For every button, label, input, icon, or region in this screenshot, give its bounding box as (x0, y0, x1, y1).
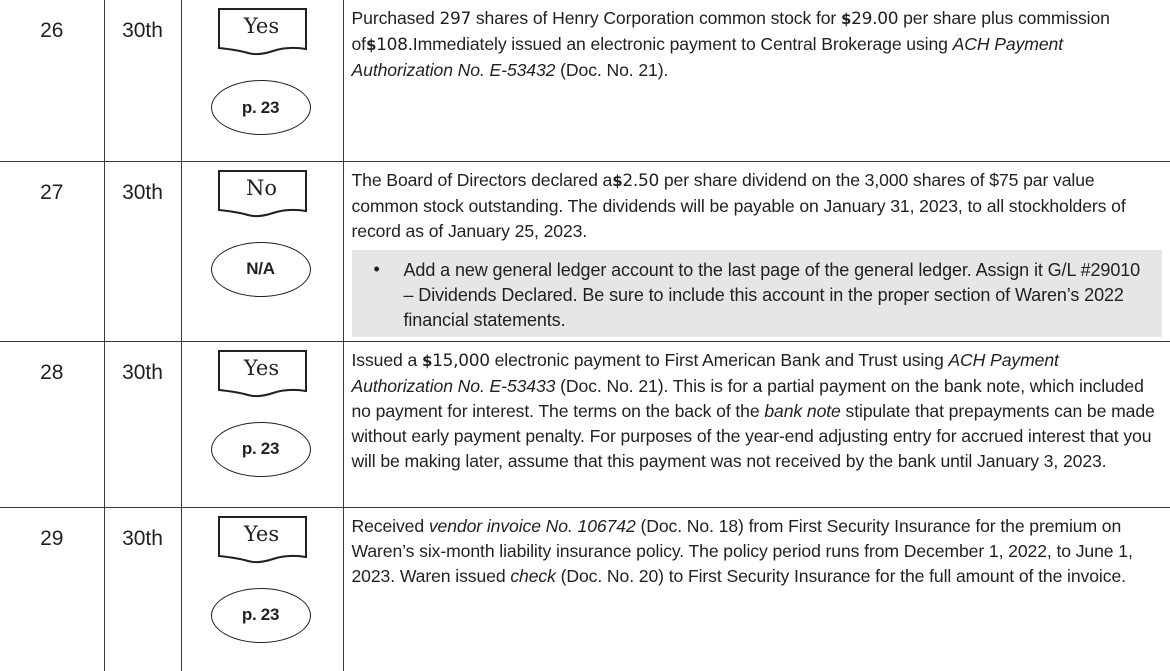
bullet-icon: • (374, 257, 380, 282)
document-shape (218, 516, 308, 566)
description-text: Immediately issued an electronic payment to Central Brokerage using (413, 34, 953, 54)
source-document-flag: Yes (218, 522, 306, 546)
transaction-number: 28 (0, 342, 104, 385)
instruction-note (352, 250, 1163, 337)
amount-value: 15,000 (432, 351, 490, 371)
italic-term: vendor invoice No. 106742 (429, 516, 636, 536)
transaction-day: 30th (105, 0, 181, 43)
transaction-number: 26 (0, 0, 104, 43)
transaction-description-cell (343, 0, 1170, 161)
transaction-number-cell (0, 507, 104, 671)
transaction-day: 30th (105, 508, 181, 551)
page-reference-oval (211, 422, 311, 477)
description-text: electronic payment to First American Bank and Trust using (490, 350, 949, 370)
transaction-description (344, 508, 1170, 593)
source-document-cell (181, 507, 343, 671)
page-reference: p. 23 (242, 98, 279, 118)
document-shape (218, 350, 308, 400)
italic-term: bank note (764, 401, 840, 421)
source-document-cell (181, 341, 343, 507)
transaction-day-cell (104, 341, 181, 507)
description-text: Purchased (352, 8, 440, 28)
transaction-number-cell (0, 0, 104, 161)
amount-value: 2.50 (622, 171, 659, 191)
currency-symbol (422, 351, 432, 371)
page-reference-oval (211, 242, 311, 297)
description-text: shares of Henry Corporation common stock for (471, 8, 841, 28)
transaction-description-cell (343, 507, 1170, 671)
italic-term: ACH Payment Authorization No. E-53433 (352, 350, 1059, 396)
page-reference: p. 23 (242, 439, 279, 459)
page-reference-oval (211, 588, 311, 643)
transaction-day-cell (104, 161, 181, 341)
instruction-note-text: Add a new general ledger account to the last page of the general ledger. Assign it G/L #29010 – Dividends Declared. Be sure to include this account in the proper section of Waren’s 2022 financial statements. (404, 260, 1141, 330)
page-reference: p. 23 (242, 605, 279, 625)
italic-term: check (510, 566, 555, 586)
transaction-description-cell (343, 161, 1170, 341)
dollar-sign: $ (612, 172, 622, 190)
description-text: per share plus commission of (352, 8, 1110, 54)
currency-symbol (366, 35, 376, 55)
currency-symbol (612, 171, 622, 191)
dollar-sign: $ (422, 352, 432, 370)
description-text: stipulate that prepayments can be made without early payment penalty. For purposes of the year-end adjusting entry for accrued interest that you will be making later, assume that this payment was not received by the bank until January 3, 2023. (352, 401, 1155, 471)
table-row (0, 507, 1170, 671)
page-reference: N/A (246, 259, 274, 279)
amount-value: 297 (440, 9, 472, 29)
table-row (0, 341, 1170, 507)
transaction-description-cell (343, 341, 1170, 507)
transaction-number: 29 (0, 508, 104, 551)
amount-value: 108. (376, 35, 413, 55)
transaction-number: 27 (0, 162, 104, 205)
source-document-cell (181, 161, 343, 341)
transaction-description (344, 342, 1170, 478)
description-text: per share dividend on the 3,000 shares of $75 par value common stock outstanding. The dividends will be payable on January 31, 2023, to all stockholders of record as of January 25, 2023. (352, 170, 1126, 241)
description-text: (Doc. No. 20) to First Security Insurance for the full amount of the invoice. (556, 566, 1126, 586)
description-text: (Doc. No. 21). (555, 60, 668, 80)
transaction-day: 30th (105, 162, 181, 205)
transaction-day: 30th (105, 342, 181, 385)
dollar-sign: $ (841, 10, 851, 28)
table-row (0, 0, 1170, 161)
currency-symbol (841, 9, 851, 29)
transaction-day-cell (104, 507, 181, 671)
transaction-number-cell (0, 341, 104, 507)
transaction-number-cell (0, 161, 104, 341)
description-text: (Doc. No. 18) from First Security Insurance for the premium on Waren’s six-month liability insurance policy. The policy period runs from December 1, 2022, to June 1, 2023. Waren issued (352, 516, 1133, 586)
document-shape (218, 170, 308, 220)
amount-value: 29.00 (851, 9, 898, 29)
source-document-flag: Yes (218, 14, 306, 38)
description-text: Received (352, 516, 429, 536)
page-reference-oval (211, 80, 311, 135)
source-document-cell (181, 0, 343, 161)
source-document-flag: Yes (218, 356, 306, 380)
dollar-sign: $ (366, 36, 376, 54)
description-text: The Board of Directors declared a (352, 170, 613, 190)
document-shape (218, 8, 308, 58)
description-text: Issued a (352, 350, 423, 370)
description-text: (Doc. No. 21). This is for a partial payment on the bank note, which included no payment for interest. The terms on the back of the (352, 376, 1144, 421)
table-row (0, 161, 1170, 341)
transaction-day-cell (104, 0, 181, 161)
transaction-description (344, 162, 1170, 248)
transaction-description (344, 0, 1170, 87)
source-document-flag: No (218, 176, 306, 200)
italic-term: ACH Payment Authorization No. E-53432 (352, 34, 1064, 80)
